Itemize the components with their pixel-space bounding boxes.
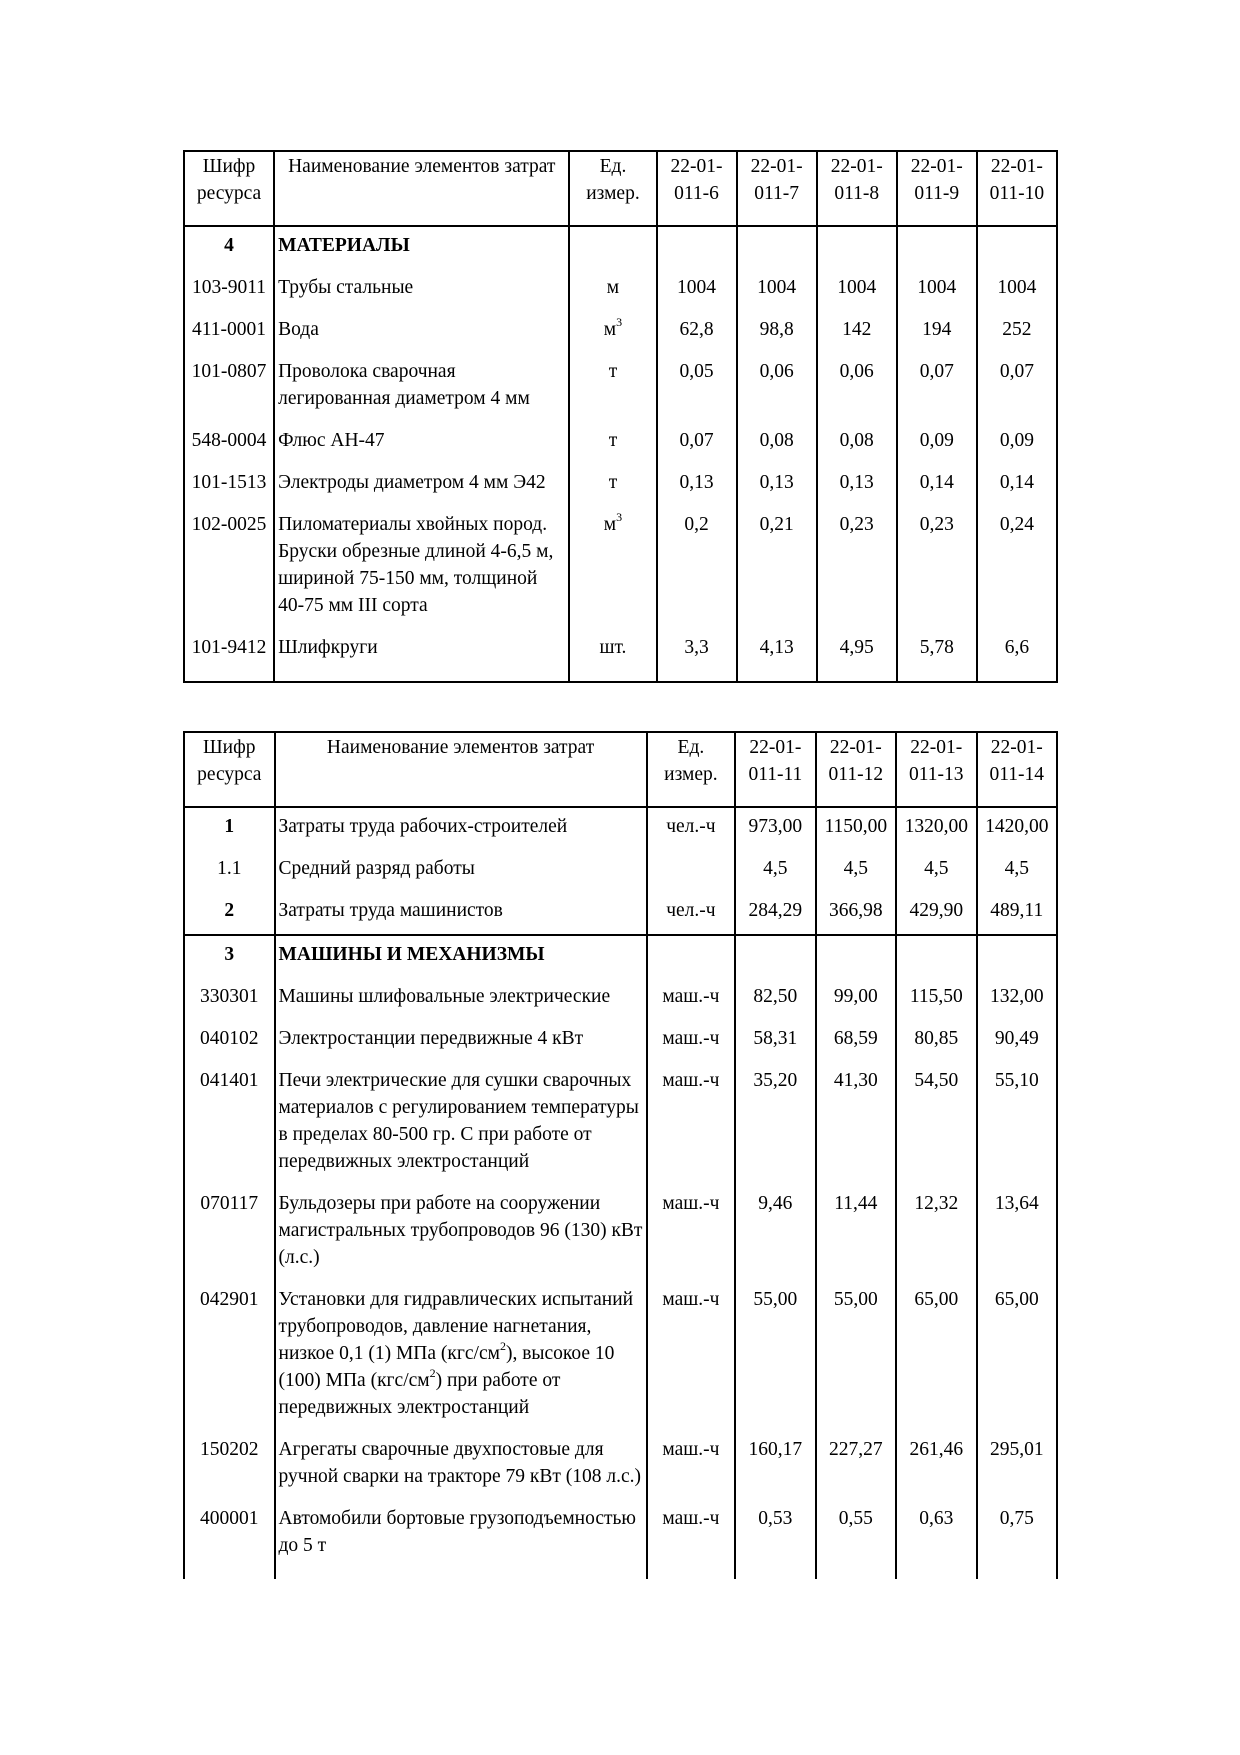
value-cell: 1004 <box>737 269 817 311</box>
value-cell: 0,09 <box>977 422 1057 464</box>
unit-cell: т <box>569 464 656 506</box>
value-cell: 3,3 <box>657 629 737 682</box>
value-cell: 1420,00 <box>977 807 1058 850</box>
unit-cell <box>569 506 656 629</box>
section-title: МАШИНЫ И МЕХАНИЗМЫ <box>275 935 647 978</box>
resource-name: Трубы стальные <box>274 269 569 311</box>
value-cell: 261,46 <box>896 1431 976 1500</box>
table-row <box>184 807 1057 850</box>
value-cell: 68,59 <box>816 1020 896 1062</box>
empty-cell <box>977 935 1058 978</box>
value-cell: 0,08 <box>737 422 817 464</box>
value-cell: 0,55 <box>816 1500 896 1579</box>
header-col: 22-01-011-6 <box>657 151 737 226</box>
unit-text: м <box>603 319 617 340</box>
empty-cell <box>816 935 896 978</box>
resource-name: Бульдозеры при работе на сооружении магистральных трубопроводов 96 (130) кВт (л.с.) <box>275 1185 647 1281</box>
name-part: ) при работе от передвижных электростанций <box>278 1370 561 1418</box>
value-cell: 0,14 <box>897 464 977 506</box>
header-unit: Ед. измер. <box>647 732 736 807</box>
unit-cell: м <box>569 269 656 311</box>
table-row <box>184 629 1057 682</box>
resource-code: 400001 <box>184 1500 275 1579</box>
resource-code: 4 <box>184 226 274 269</box>
unit-cell: маш.-ч <box>647 1185 736 1281</box>
value-cell: 65,00 <box>896 1281 976 1431</box>
table-row <box>184 269 1057 311</box>
resource-name <box>275 1281 647 1431</box>
resource-code: 102-0025 <box>184 506 274 629</box>
value-cell: 489,11 <box>977 892 1058 935</box>
resource-code: 101-1513 <box>184 464 274 506</box>
empty-cell <box>657 226 737 269</box>
value-cell: 0,53 <box>735 1500 815 1579</box>
resource-code: 1.1 <box>184 850 275 892</box>
header-row <box>184 151 1057 226</box>
value-cell: 55,00 <box>816 1281 896 1431</box>
value-cell: 9,46 <box>735 1185 815 1281</box>
value-cell: 0,75 <box>977 1500 1058 1579</box>
name-superscript: 2 <box>429 1365 436 1380</box>
value-cell: 0,14 <box>977 464 1057 506</box>
value-cell: 65,00 <box>977 1281 1058 1431</box>
value-cell: 0,13 <box>737 464 817 506</box>
value-cell: 0,05 <box>657 353 737 422</box>
table-row <box>184 506 1057 629</box>
value-cell: 284,29 <box>735 892 815 935</box>
resource-code: 042901 <box>184 1281 275 1431</box>
value-cell: 6,6 <box>977 629 1057 682</box>
value-cell: 115,50 <box>896 978 976 1020</box>
resource-code: 041401 <box>184 1062 275 1185</box>
table-row <box>184 1431 1057 1500</box>
value-cell: 62,8 <box>657 311 737 353</box>
empty-cell <box>569 226 656 269</box>
resource-code: 1 <box>184 807 275 850</box>
name-part: ), высокое 10 (100) МПа (кгс/см <box>278 1343 615 1391</box>
unit-cell: маш.-ч <box>647 1020 736 1062</box>
unit-cell: маш.-ч <box>647 1500 736 1579</box>
header-row <box>184 732 1057 807</box>
value-cell: 0,06 <box>737 353 817 422</box>
value-cell: 99,00 <box>816 978 896 1020</box>
unit-cell: т <box>569 422 656 464</box>
labor-machines-table <box>183 731 1058 1579</box>
header-code: Шифр ресурса <box>184 732 275 807</box>
section-row <box>184 226 1057 269</box>
resource-code: 101-9412 <box>184 629 274 682</box>
value-cell: 4,5 <box>735 850 815 892</box>
resource-code: 040102 <box>184 1020 275 1062</box>
header-unit: Ед. измер. <box>569 151 656 226</box>
header-col: 22-01-011-14 <box>977 732 1058 807</box>
header-col: 22-01-011-9 <box>897 151 977 226</box>
value-cell: 55,10 <box>977 1062 1058 1185</box>
resource-name: Средний разряд работы <box>275 850 647 892</box>
header-name: Наименование элементов затрат <box>275 732 647 807</box>
empty-cell <box>977 226 1057 269</box>
value-cell: 252 <box>977 311 1057 353</box>
value-cell: 142 <box>817 311 897 353</box>
unit-cell <box>647 850 736 892</box>
value-cell: 0,24 <box>977 506 1057 629</box>
value-cell: 160,17 <box>735 1431 815 1500</box>
unit-cell <box>569 311 656 353</box>
value-cell: 0,06 <box>817 353 897 422</box>
table-row <box>184 850 1057 892</box>
value-cell: 429,90 <box>896 892 976 935</box>
section-row <box>184 935 1057 978</box>
name-part: Установки для гидравлических испытаний трубопроводов, давление нагнетания, низкое 0,1 (1) МПа (кгс/см <box>278 1289 634 1364</box>
table-row <box>184 353 1057 422</box>
table-row <box>184 1185 1057 1281</box>
unit-cell: маш.-ч <box>647 1062 736 1185</box>
value-cell: 1004 <box>977 269 1057 311</box>
value-cell: 0,21 <box>737 506 817 629</box>
header-code: Шифр ресурса <box>184 151 274 226</box>
value-cell: 0,07 <box>977 353 1057 422</box>
resource-name: Пиломатериалы хвойных пород. Бруски обрезные длиной 4-6,5 м, шириной 75-150 мм, толщиной 40-75 мм III сорта <box>274 506 569 629</box>
resource-name: Вода <box>274 311 569 353</box>
unit-cell: маш.-ч <box>647 1431 736 1500</box>
unit-cell: т <box>569 353 656 422</box>
section-title: МАТЕРИАЛЫ <box>274 226 569 269</box>
value-cell: 295,01 <box>977 1431 1058 1500</box>
value-cell: 1004 <box>897 269 977 311</box>
value-cell: 5,78 <box>897 629 977 682</box>
value-cell: 4,5 <box>977 850 1058 892</box>
value-cell: 58,31 <box>735 1020 815 1062</box>
value-cell: 54,50 <box>896 1062 976 1185</box>
table-row <box>184 892 1057 935</box>
value-cell: 0,07 <box>897 353 977 422</box>
value-cell: 1150,00 <box>816 807 896 850</box>
value-cell: 366,98 <box>816 892 896 935</box>
value-cell: 1320,00 <box>896 807 976 850</box>
value-cell: 0,13 <box>657 464 737 506</box>
unit-superscript: 3 <box>616 509 623 524</box>
value-cell: 13,64 <box>977 1185 1058 1281</box>
unit-cell: маш.-ч <box>647 978 736 1020</box>
value-cell: 4,95 <box>817 629 897 682</box>
value-cell: 41,30 <box>816 1062 896 1185</box>
resource-code: 101-0807 <box>184 353 274 422</box>
table-row <box>184 1500 1057 1579</box>
header-name: Наименование элементов затрат <box>274 151 569 226</box>
table-row <box>184 1281 1057 1431</box>
unit-text: м <box>603 514 617 535</box>
value-cell: 0,63 <box>896 1500 976 1579</box>
resource-name: Электростанции передвижные 4 кВт <box>275 1020 647 1062</box>
value-cell: 12,32 <box>896 1185 976 1281</box>
header-col: 22-01-011-11 <box>735 732 815 807</box>
header-col: 22-01-011-10 <box>977 151 1057 226</box>
value-cell: 98,8 <box>737 311 817 353</box>
table-row <box>184 311 1057 353</box>
value-cell: 90,49 <box>977 1020 1058 1062</box>
empty-cell <box>647 935 736 978</box>
header-col: 22-01-011-7 <box>737 151 817 226</box>
empty-cell <box>735 935 815 978</box>
value-cell: 0,13 <box>817 464 897 506</box>
resource-code: 150202 <box>184 1431 275 1500</box>
value-cell: 0,09 <box>897 422 977 464</box>
unit-cell: чел.-ч <box>647 807 736 850</box>
value-cell: 0,23 <box>897 506 977 629</box>
resource-name: Проволока сварочная легированная диаметром 4 мм <box>274 353 569 422</box>
resource-code: 411-0001 <box>184 311 274 353</box>
unit-cell: чел.-ч <box>647 892 736 935</box>
value-cell: 0,08 <box>817 422 897 464</box>
value-cell: 80,85 <box>896 1020 976 1062</box>
value-cell: 4,5 <box>896 850 976 892</box>
value-cell: 194 <box>897 311 977 353</box>
unit-cell: шт. <box>569 629 656 682</box>
table-row <box>184 422 1057 464</box>
resource-name: Машины шлифовальные электрические <box>275 978 647 1020</box>
resource-name: Печи электрические для сушки сварочных материалов с регулированием температуры в пределах 80-500 гр. С при работе от передвижных электростанций <box>275 1062 647 1185</box>
empty-cell <box>817 226 897 269</box>
resource-name: Затраты труда машинистов <box>275 892 647 935</box>
value-cell: 973,00 <box>735 807 815 850</box>
value-cell: 1004 <box>657 269 737 311</box>
resource-name: Шлифкруги <box>274 629 569 682</box>
resource-name: Затраты труда рабочих-строителей <box>275 807 647 850</box>
value-cell: 82,50 <box>735 978 815 1020</box>
resource-name: Электроды диаметром 4 мм Э42 <box>274 464 569 506</box>
value-cell: 0,2 <box>657 506 737 629</box>
resource-name: Флюс АН-47 <box>274 422 569 464</box>
table-row <box>184 1062 1057 1185</box>
value-cell: 11,44 <box>816 1185 896 1281</box>
table-row <box>184 1020 1057 1062</box>
header-col: 22-01-011-8 <box>817 151 897 226</box>
resource-code: 070117 <box>184 1185 275 1281</box>
value-cell: 0,23 <box>817 506 897 629</box>
resource-code: 2 <box>184 892 275 935</box>
table-row <box>184 978 1057 1020</box>
value-cell: 35,20 <box>735 1062 815 1185</box>
resource-code: 330301 <box>184 978 275 1020</box>
header-col: 22-01-011-13 <box>896 732 976 807</box>
name-superscript: 2 <box>499 1338 506 1353</box>
empty-cell <box>897 226 977 269</box>
value-cell: 55,00 <box>735 1281 815 1431</box>
value-cell: 4,5 <box>816 850 896 892</box>
value-cell: 1004 <box>817 269 897 311</box>
resource-code: 103-9011 <box>184 269 274 311</box>
empty-cell <box>737 226 817 269</box>
value-cell: 0,07 <box>657 422 737 464</box>
resource-code: 3 <box>184 935 275 978</box>
value-cell: 4,13 <box>737 629 817 682</box>
materials-table <box>183 150 1058 683</box>
value-cell: 227,27 <box>816 1431 896 1500</box>
unit-superscript: 3 <box>616 314 623 329</box>
resource-name: Автомобили бортовые грузоподъемностью до 5 т <box>275 1500 647 1579</box>
value-cell: 132,00 <box>977 978 1058 1020</box>
resource-name: Агрегаты сварочные двухпостовые для ручной сварки на тракторе 79 кВт (108 л.с.) <box>275 1431 647 1500</box>
resource-code: 548-0004 <box>184 422 274 464</box>
header-col: 22-01-011-12 <box>816 732 896 807</box>
unit-cell: маш.-ч <box>647 1281 736 1431</box>
empty-cell <box>896 935 976 978</box>
table-row <box>184 464 1057 506</box>
